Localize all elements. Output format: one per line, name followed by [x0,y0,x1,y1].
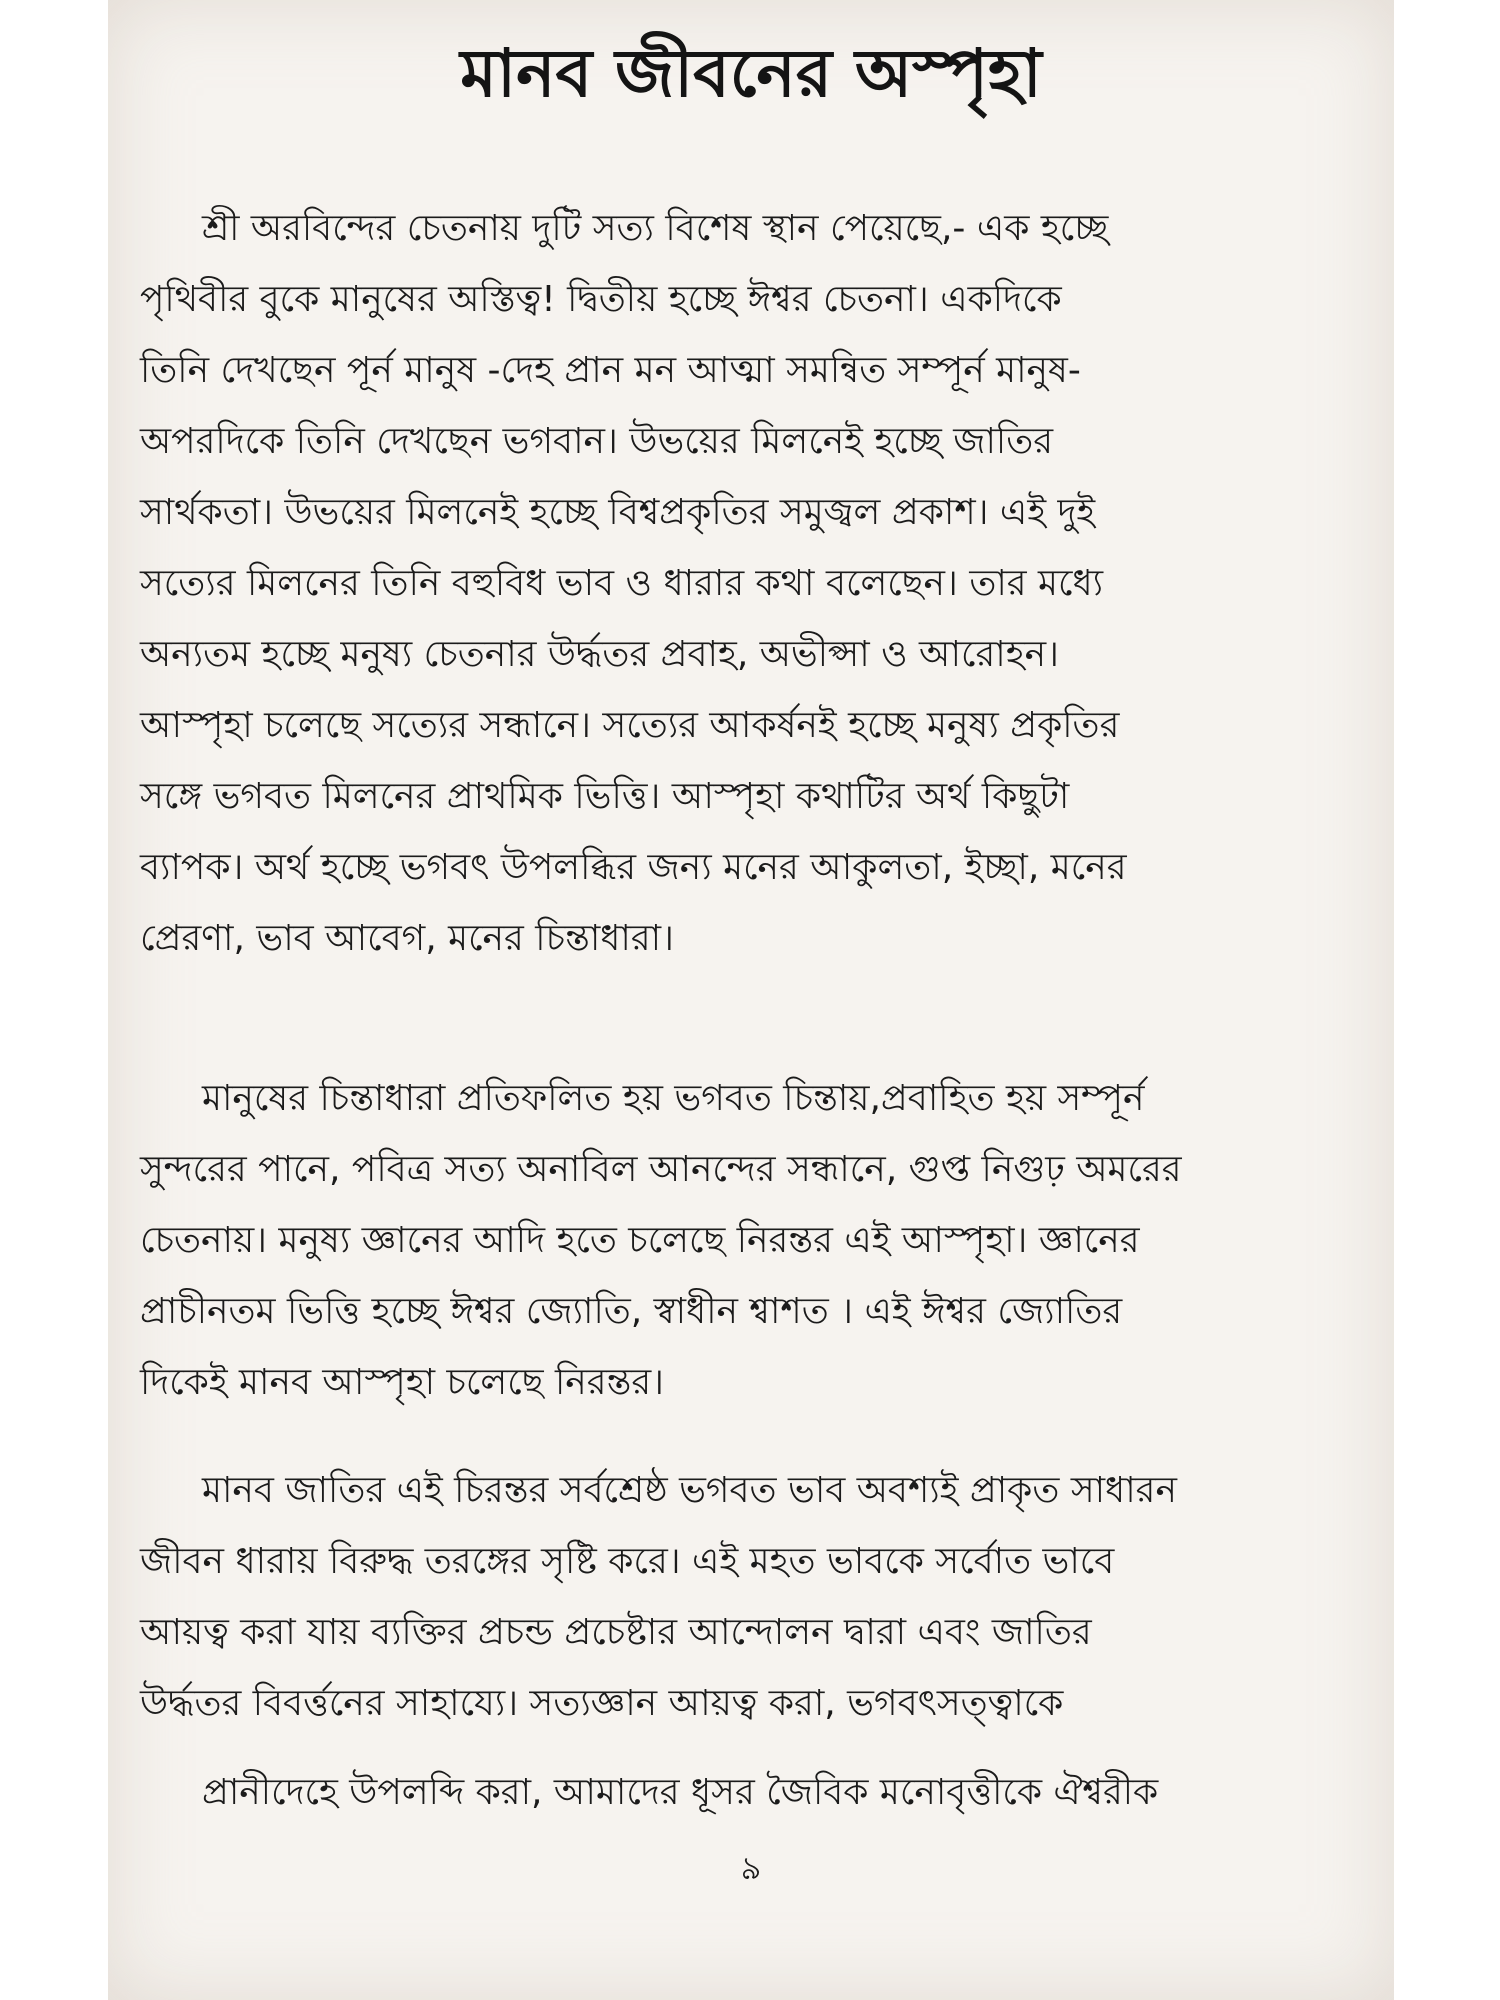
text-line: জীবন ধারায় বিরুদ্ধ তরঙ্গের সৃষ্টি করে। এই মহত ভাবকে সর্বোত ভাবে [140,1541,1115,1582]
paragraph-1 [140,193,1340,974]
paragraph-4 [140,1757,1340,1828]
text-line: প্রাচীনতম ভিত্তি হচ্ছে ঈশ্বর জ্যোতি, স্বাধীন শ্বাশত । এই ঈশ্বর জ্যোতির [140,1291,1123,1332]
text-line: মানব জাতির এই চিরন্তর সর্বশ্রেষ্ঠ ভগবত ভাব অবশ্যই প্রাকৃত সাধারন [202,1470,1177,1511]
text-line: চেতনায়। মনুষ্য জ্ঞানের আদি হতে চলেছে নিরন্তর এই আস্পৃহা। জ্ঞানের [140,1220,1140,1261]
text-line: ব্যাপক। অর্থ হচ্ছে ভগবৎ উপলব্ধির জন্য মনের আকুলতা, ইচ্ছা, মনের [140,847,1127,888]
paragraph-3 [140,1455,1340,1739]
text-line: মানুষের চিন্তাধারা প্রতিফলিত হয় ভগবত চিন্তায়,প্রবাহিত হয় সম্পূর্ন [202,1078,1145,1119]
text-line: সঙ্গে ভগবত মিলনের প্রাথমিক ভিত্তি। আস্পৃহা কথাটির অর্থ কিছুটা [140,776,1070,817]
text-line: আস্পৃহা চলেছে সত্যের সন্ধানে। সত্যের আকর্ষনই হচ্ছে মনুষ্য প্রকৃতির [140,705,1120,746]
text-line: অন্যতম হচ্ছে মনুষ্য চেতনার উর্দ্ধতর প্রবাহ, অভীপ্সা ও আরোহন। [140,634,1060,675]
book-page [108,0,1394,2000]
text-line: শ্রী অরবিন্দের চেতনায় দুটি সত্য বিশেষ স্থান পেয়েছে,- এক হচ্ছে [202,208,1109,249]
page-title: মানব জীবনের অস্পৃহা [460,35,1042,112]
text-line: তিনি দেখছেন পূর্ন মানুষ -দেহ প্রান মন আত্মা সমন্বিত সম্পূর্ন মানুষ- [140,350,1081,391]
text-line: সত্যের মিলনের তিনি বহুবিধ ভাব ও ধারার কথা বলেছেন। তার মধ্যে [140,563,1104,604]
text-line: দিকেই মানব আস্পৃহা চলেছে নিরন্তর। [140,1362,665,1403]
text-line: আয়ত্ব করা যায় ব্যক্তির প্রচন্ড প্রচেষ্টার আন্দোলন দ্বারা এবং জাতির [140,1612,1092,1653]
text-line: পৃথিবীর বুকে মানুষের অস্তিত্ব! দ্বিতীয় হচ্ছে ঈশ্বর চেতনা। একদিকে [140,279,1062,320]
page-number: ৯ [740,1849,762,1887]
text-line: উর্দ্ধতর বিবর্ত্তনের সাহায্যে। সত্যজ্ঞান আয়ত্ব করা, ভগবৎসত্ত্বাকে [140,1683,1064,1724]
text-line: সার্থকতা। উভয়ের মিলনেই হচ্ছে বিশ্বপ্রকৃতির সমুজ্বল প্রকাশ। এই দুই [140,492,1096,533]
paragraph-2 [140,1063,1340,1418]
text-line: প্রানীদেহে উপলব্দি করা, আমাদের ধূসর জৈবিক মনোবৃত্তীকে ঐশ্বরীক [202,1772,1159,1813]
text-line: প্রেরণা, ভাব আবেগ, মনের চিন্তাধারা। [140,918,674,959]
text-line: সুন্দরের পানে, পবিত্র সত্য অনাবিল আনন্দের সন্ধানে, গুপ্ত নিগুঢ় অমরের [140,1149,1182,1190]
text-line: অপরদিকে তিনি দেখছেন ভগবান। উভয়ের মিলনেই হচ্ছে জাতির [140,421,1054,462]
